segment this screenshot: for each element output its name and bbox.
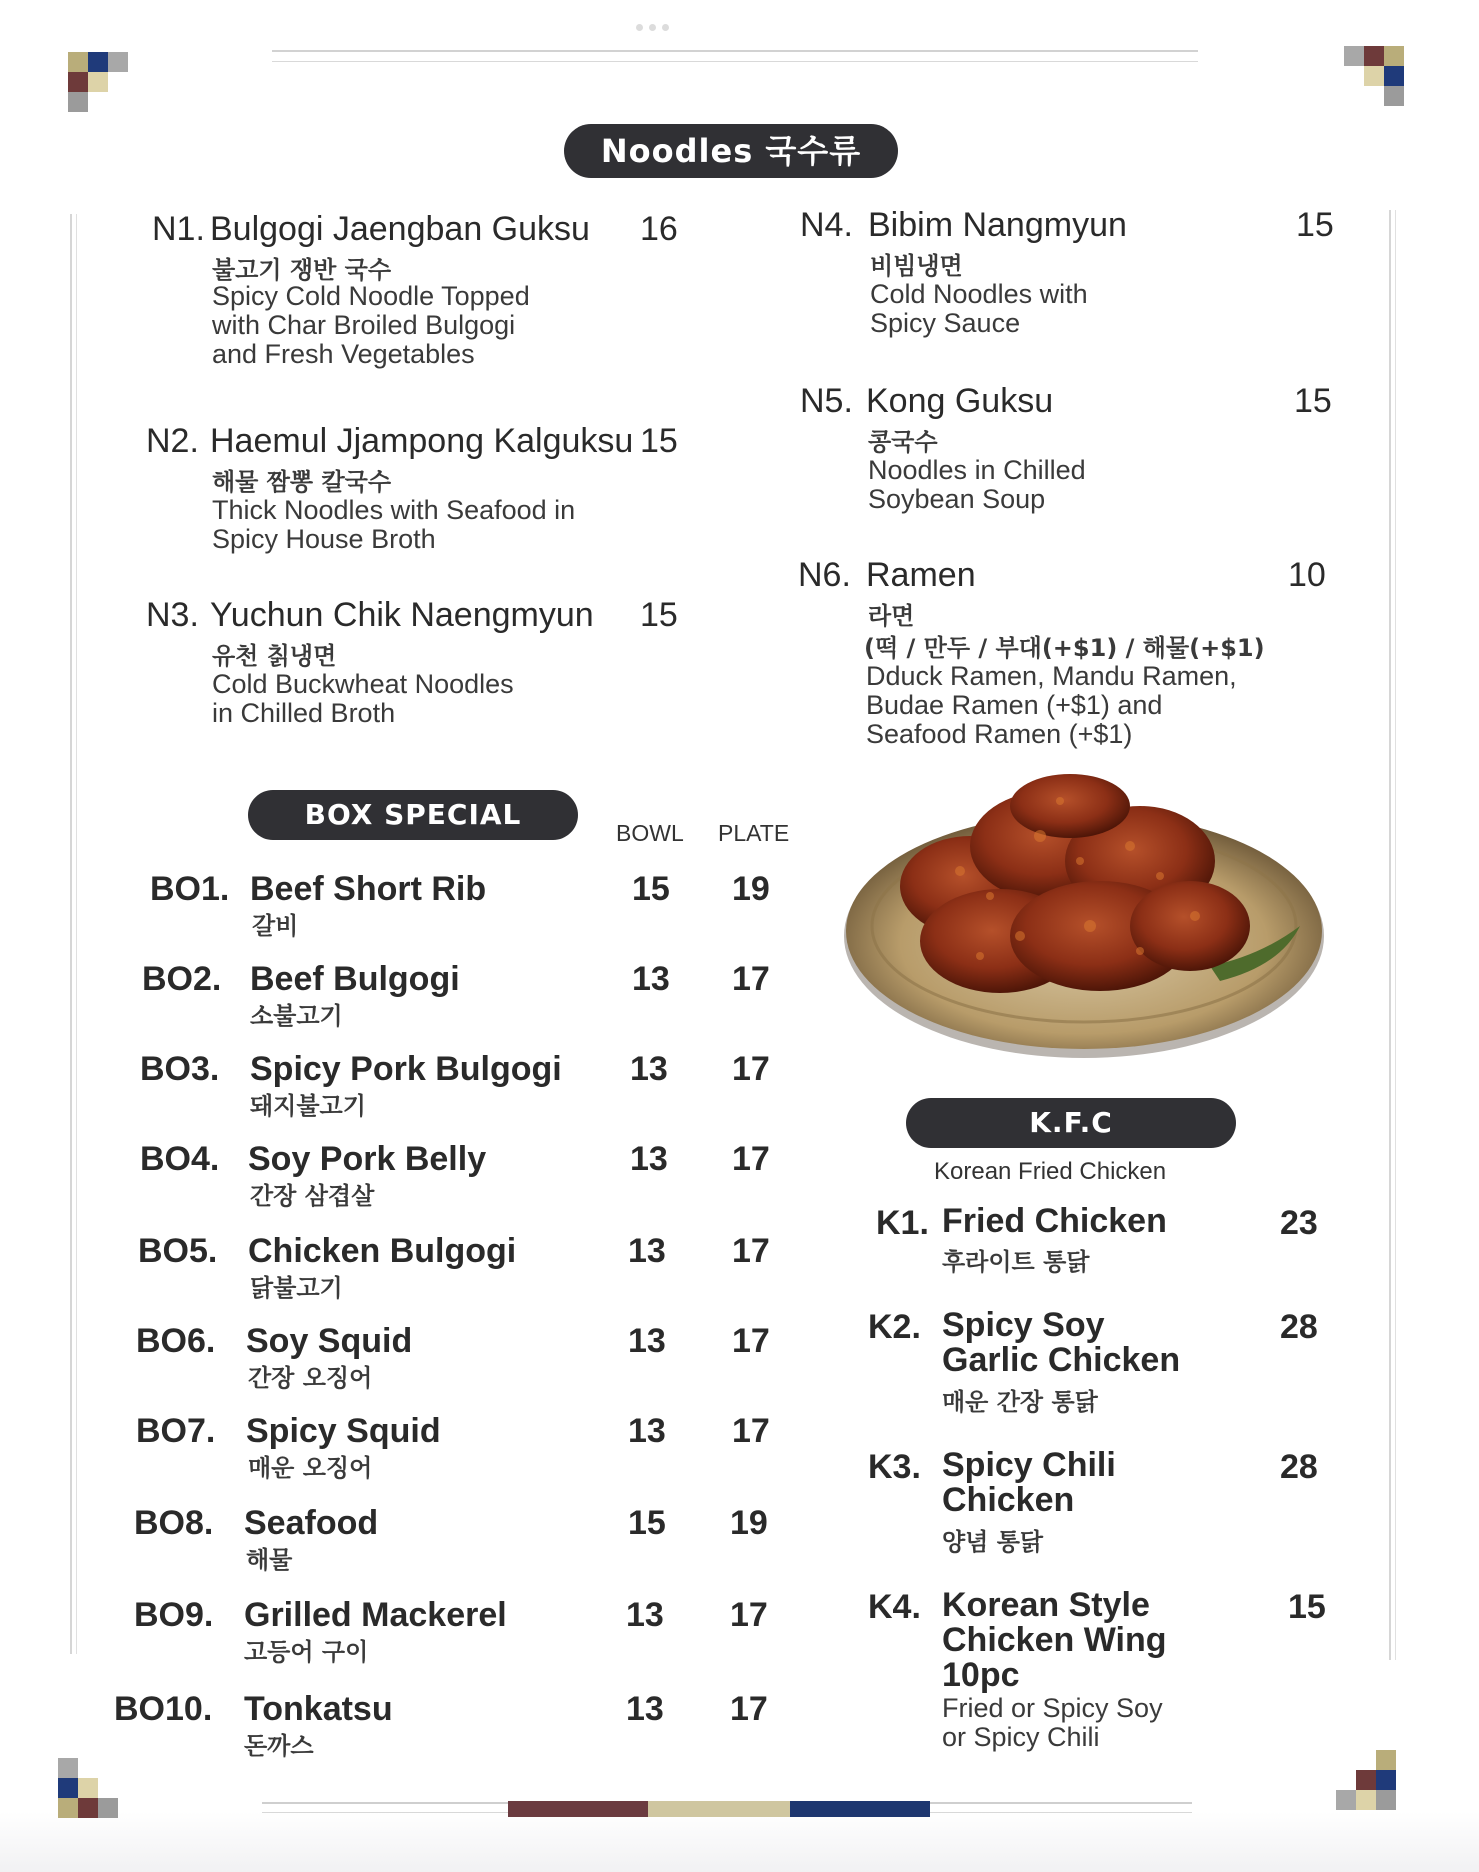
item-korean-name: 해물 bbox=[246, 1546, 293, 1574]
item-price: 16 bbox=[640, 210, 678, 248]
item-price-bowl: 13 bbox=[626, 1690, 664, 1728]
item-korean-name: 비빔냉면 bbox=[870, 252, 963, 280]
item-korean-name: 매운 오징어 bbox=[248, 1454, 373, 1482]
item-code: N3. bbox=[146, 596, 199, 634]
item-name: Beef Short Rib bbox=[250, 870, 487, 908]
page-indicator-dots bbox=[636, 16, 678, 26]
item-description: Spicy Cold Noodle Topped with Char Broiled Bulgogi and Fresh Vegetables bbox=[212, 281, 530, 369]
item-description: Fried or Spicy Soy or Spicy Chili bbox=[942, 1693, 1163, 1752]
item-name: Spicy Pork Bulgogi bbox=[250, 1050, 562, 1088]
item-description: Thick Noodles with Seafood in Spicy House Broth bbox=[212, 495, 576, 554]
noodles-header-label: Noodles 국수류 bbox=[600, 132, 862, 170]
item-price-plate: 17 bbox=[732, 1412, 770, 1450]
item-name: Bulgogi Jaengban Guksu bbox=[210, 210, 590, 248]
item-name: Grilled Mackerel bbox=[244, 1596, 507, 1634]
item-code: BO6. bbox=[136, 1322, 216, 1360]
item-code: N1. bbox=[152, 210, 205, 248]
bottom-color-bar-beige bbox=[648, 1801, 790, 1817]
item-korean-name: 고등어 구이 bbox=[244, 1638, 369, 1666]
page-bottom-shade bbox=[0, 1812, 1479, 1872]
item-korean-name: 간장 삼겹살 bbox=[250, 1182, 375, 1210]
item-code: N2. bbox=[146, 422, 199, 460]
item-name: Beef Bulgogi bbox=[250, 960, 460, 998]
right-border-rule bbox=[1389, 210, 1396, 1660]
item-code: BO5. bbox=[138, 1232, 218, 1270]
item-code: K4. bbox=[868, 1588, 921, 1626]
item-price-bowl: 13 bbox=[626, 1596, 664, 1634]
bottom-color-bar-navy bbox=[790, 1801, 930, 1817]
item-price-bowl: 13 bbox=[628, 1232, 666, 1270]
item-korean-options: (떡 / 만두 / 부대(+$1) / 해물(+$1) bbox=[864, 634, 1265, 662]
item-name: Chicken Bulgogi bbox=[248, 1232, 517, 1270]
item-korean-name: 돼지불고기 bbox=[250, 1092, 366, 1120]
item-name: Ramen bbox=[866, 556, 976, 594]
kfc-subtitle: Korean Fried Chicken bbox=[934, 1158, 1167, 1185]
item-price-plate: 17 bbox=[732, 1050, 770, 1088]
item-code: N6. bbox=[798, 556, 851, 594]
corner-pattern-top-right bbox=[1344, 46, 1416, 118]
item-name: Soy Pork Belly bbox=[248, 1140, 487, 1178]
item-price-plate: 19 bbox=[732, 870, 770, 908]
item-price-plate: 17 bbox=[732, 1232, 770, 1270]
corner-pattern-bottom-left bbox=[58, 1758, 130, 1830]
item-price-plate: 17 bbox=[730, 1596, 768, 1634]
item-korean-name: 불고기 쟁반 국수 bbox=[212, 256, 391, 284]
item-price-bowl: 15 bbox=[632, 870, 670, 908]
item-code: BO7. bbox=[136, 1412, 216, 1450]
item-name: Tonkatsu bbox=[244, 1690, 393, 1728]
item-name: Kong Guksu bbox=[866, 382, 1054, 420]
item-price: 15 bbox=[640, 596, 678, 634]
item-code: BO3. bbox=[140, 1050, 220, 1088]
corner-pattern-top-left bbox=[68, 52, 140, 124]
item-code: BO2. bbox=[142, 960, 222, 998]
item-korean-name: 콩국수 bbox=[868, 428, 938, 456]
item-code: N5. bbox=[800, 382, 853, 420]
item-price-bowl: 13 bbox=[628, 1322, 666, 1360]
item-code: BO8. bbox=[134, 1504, 214, 1542]
top-border-rule bbox=[272, 50, 1198, 62]
item-price-bowl: 13 bbox=[632, 960, 670, 998]
item-price-plate: 19 bbox=[730, 1504, 768, 1542]
item-korean-name: 라면 bbox=[868, 602, 915, 630]
item-price-bowl: 13 bbox=[630, 1050, 668, 1088]
column-header-plate: PLATE bbox=[718, 820, 790, 846]
item-code: N4. bbox=[800, 206, 853, 244]
item-code: BO9. bbox=[134, 1596, 214, 1634]
item-name: Korean Style Chicken Wing 10pc bbox=[942, 1586, 1167, 1694]
item-korean-name: 유천 칡냉면 bbox=[212, 642, 337, 670]
item-price: 15 bbox=[640, 422, 678, 460]
item-code: BO10. bbox=[114, 1690, 213, 1728]
item-price-bowl: 15 bbox=[628, 1504, 666, 1542]
item-korean-name: 돈까스 bbox=[244, 1732, 314, 1760]
kfc-header bbox=[906, 1098, 1236, 1148]
item-description: Cold Buckwheat Noodles in Chilled Broth bbox=[212, 669, 514, 728]
box-special-header-label: BOX SPECIAL bbox=[304, 798, 522, 831]
item-korean-name: 양념 통닭 bbox=[942, 1528, 1044, 1556]
fried-chicken-photo bbox=[840, 766, 1328, 1066]
item-korean-name: 닭불고기 bbox=[250, 1274, 343, 1302]
item-price: 28 bbox=[1280, 1448, 1318, 1486]
item-description: Cold Noodles with Spicy Sauce bbox=[870, 279, 1088, 338]
item-price-plate: 17 bbox=[730, 1690, 768, 1728]
item-price: 10 bbox=[1288, 556, 1326, 594]
item-name: Yuchun Chik Naengmyun bbox=[210, 596, 594, 634]
item-name: Spicy Soy Garlic Chicken bbox=[942, 1306, 1181, 1379]
item-name: Fried Chicken bbox=[942, 1202, 1167, 1240]
item-korean-name: 매운 간장 통닭 bbox=[942, 1388, 1098, 1416]
item-code: BO1. bbox=[150, 870, 230, 908]
item-price: 15 bbox=[1288, 1588, 1326, 1626]
item-name: Spicy Squid bbox=[246, 1412, 441, 1450]
item-price-plate: 17 bbox=[732, 1140, 770, 1178]
item-name: Spicy Chili Chicken bbox=[942, 1446, 1116, 1519]
item-code: K1. bbox=[876, 1204, 929, 1242]
item-korean-name: 간장 오징어 bbox=[248, 1364, 373, 1392]
kfc-header-label: K.F.C bbox=[1029, 1106, 1113, 1139]
item-name: Soy Squid bbox=[246, 1322, 413, 1360]
item-price-bowl: 13 bbox=[630, 1140, 668, 1178]
item-price: 15 bbox=[1296, 206, 1334, 244]
item-korean-name: 갈비 bbox=[252, 912, 299, 940]
item-description: Dduck Ramen, Mandu Ramen, Budae Ramen (+$1) and Seafood Ramen (+$1) bbox=[866, 661, 1237, 749]
item-code: K3. bbox=[868, 1448, 921, 1486]
item-name: Seafood bbox=[244, 1504, 379, 1542]
item-korean-name: 소불고기 bbox=[250, 1002, 343, 1030]
item-name: Haemul Jjampong Kalguksu bbox=[210, 422, 634, 460]
item-code: K2. bbox=[868, 1308, 921, 1346]
item-korean-name: 후라이트 통닭 bbox=[942, 1248, 1090, 1276]
item-korean-name: 해물 짬뽕 칼국수 bbox=[212, 468, 391, 496]
item-price-plate: 17 bbox=[732, 1322, 770, 1360]
box-special-header bbox=[248, 790, 578, 840]
item-price-plate: 17 bbox=[732, 960, 770, 998]
item-price: 28 bbox=[1280, 1308, 1318, 1346]
item-price: 15 bbox=[1294, 382, 1332, 420]
corner-pattern-bottom-right bbox=[1336, 1750, 1408, 1822]
item-description: Noodles in Chilled Soybean Soup bbox=[868, 455, 1086, 514]
item-code: BO4. bbox=[140, 1140, 220, 1178]
bottom-color-bar-maroon bbox=[508, 1801, 648, 1817]
noodles-header bbox=[564, 124, 898, 178]
column-header-bowl: BOWL bbox=[616, 820, 684, 846]
item-name: Bibim Nangmyun bbox=[868, 206, 1127, 244]
item-price: 23 bbox=[1280, 1204, 1318, 1242]
item-price-bowl: 13 bbox=[628, 1412, 666, 1450]
left-border-rule bbox=[70, 214, 77, 1654]
